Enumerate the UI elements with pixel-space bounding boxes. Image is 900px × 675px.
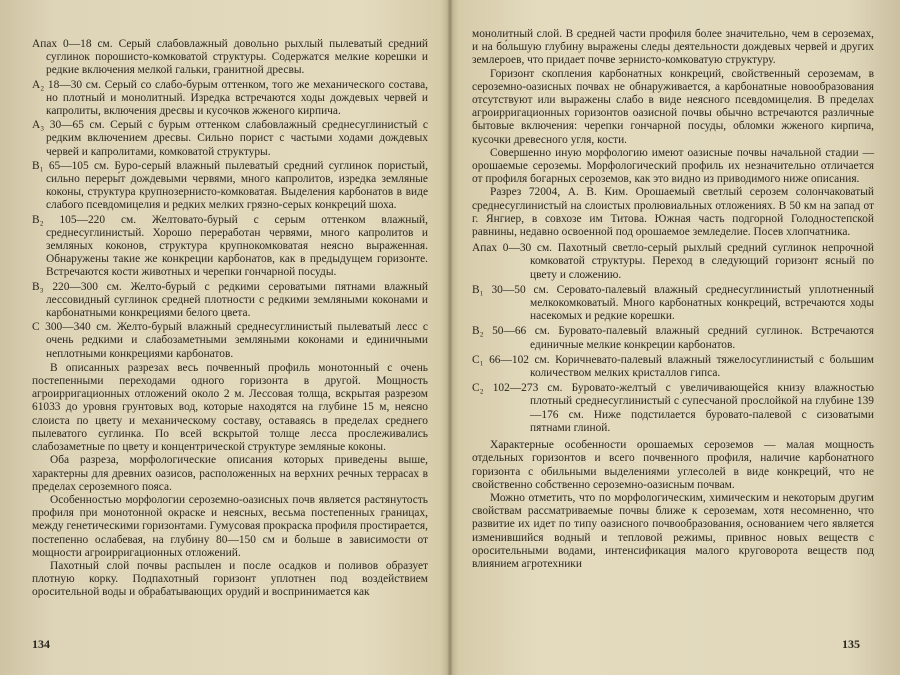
horizon-depth: 65—105 см. <box>48 159 110 172</box>
page-number-left: 134 <box>32 636 50 651</box>
horizon-text: Пахотный светло-серый рыхлый средний суглинок непрочной комковатой структуры. Переход в следующий горизонт ясный по цвету и сложению. <box>530 242 875 281</box>
horizon-text: Серый с бурым оттенком слабовлажный среднесуглинистый с редким включением дресвы. Сильно порист с частыми ходами дождевых червей и капролитами, комковатой структуры. <box>46 119 428 158</box>
horizon-depth: 18—30 см. <box>47 78 101 91</box>
horizon-code: B₁ <box>472 283 484 296</box>
body-paragraph: Горизонт скопления карбонатных конкреций, свойственный сероземам, в сероземно-оазисных почвах не обнаруживается, а карбонатные новообразования отсутствуют или выражены слабо в виде неясного псевдомицелия. В пределах агроирригационных горизонтов оазисной почвы обычно встречаются различные бытовые включения: черепки гончарной посуды, обломки жженого кирпича, кусочки древесного угля, кости. <box>472 67 874 146</box>
horizon-code: A₂ <box>32 78 45 91</box>
left-horizons <box>32 38 428 361</box>
horizon-entry <box>472 242 874 282</box>
horizon-text: Буровато-желтый с увеличивающейся книзу влажностью плотный среднесуглинистый с супесчаной прослойкой на глубине 139—176 см. Ниже подстилается буровато-палевой с сизоватыми пятнами глиной. <box>530 382 874 434</box>
horizon-depth: 0—18 см. <box>63 38 113 50</box>
horizon-depth: 66—102 см. <box>489 353 550 366</box>
horizon-code: Aпах <box>32 38 58 50</box>
body-paragraph: Характерные особенности орошаемых сероземов — малая мощность отдельных горизонтов и всего почвенного профиля, наличие карбонатного горизонта с обильными выделениями углесолей в виде конкреций, что не свойственно собственно сероземно-оазисным почвам. <box>472 439 874 491</box>
horizon-text: Серый со слабо-бурым оттенком, того же механического состава, но плотный и монолитный. Изредка встречаются ходы дождевых червей и капролиты, включения дресвы и кусочков жженого кирпича. <box>46 78 428 118</box>
horizon-entry <box>32 79 428 119</box>
body-paragraph: Можно отметить, что по морфологическим, химическим и некоторым другим свойствам рассматриваемые почвы ближе к сероземам, хотя несомненно, что развитие их идет по типу оазисного почвообразования, основанием чего является изменившийся водный и тепловой режимы, привнос новых веществ с оросительными водами, интенсификация малого круговорота веществ под влиянием агротехники <box>472 491 874 570</box>
body-paragraph: Особенностью морфологии сероземно-оазисных почв является растянутость профиля при монотонной окраске и неясных, весьма постепенных границах, между генетическими горизонтами. Гумусовая прокраска профиля простирается, постепенно ослабевая, на глубину 80—150 см и больше в зависимости от мощности агроирригационных отложений. <box>32 493 428 559</box>
horizon-code: B₂ <box>472 325 484 338</box>
horizon-entry <box>472 284 874 324</box>
body-paragraph: монолитный слой. В средней части профиля более значительно, чем в сероземах, и на бо́льшую глубину выражены следы деятельности дождевых червей и других землероев, что придает почве зернисто-комковатую структуру. <box>472 28 874 67</box>
horizon-depth: 220—300 см. <box>52 280 122 293</box>
horizon-text: Желто-бурый влажный среднесуглинистый пылеватый лесс с очень редкими и слабозаметными земляными коконами и единичными неплотными конкрециями карбонатов. <box>46 321 428 360</box>
right-horizons <box>472 242 874 435</box>
horizon-code: C₁ <box>472 353 484 366</box>
horizon-code: B₁ <box>32 159 44 172</box>
horizon-code: A₃ <box>32 119 45 132</box>
horizon-depth: 300—340 см. <box>45 321 112 334</box>
right-page <box>450 0 900 675</box>
page-number-right: 135 <box>842 636 860 651</box>
horizon-text: Серый слабовлажный довольно рыхлый пылеватый средний суглинок порошисто-комковатой структуры. Содержатся мелкие корешки и редкие включения мелкой гальки, гранитной дресвы. <box>46 38 429 77</box>
horizon-text: Буровато-палевый влажный средний суглинок. Встречаются единичные мелкие конкреции карбонатов. <box>530 325 874 351</box>
horizon-text: Коричневато-палевый влажный тяжелосуглинистый с большим количеством мелких кристаллов гипса. <box>530 353 874 380</box>
horizon-depth: 102—273 см. <box>492 382 563 395</box>
horizon-entry <box>32 214 428 280</box>
horizon-text: Желто-бурый с редкими сероватыми пятнами влажный лессовидный суглинок средней плотности с редкими земляными коконами и карбонатными конкрециями белого цвета. <box>46 280 428 320</box>
horizon-entry <box>472 382 874 435</box>
horizon-depth: 105—220 см. <box>59 213 137 226</box>
horizon-entry <box>472 325 874 351</box>
horizon-code: B₃ <box>32 280 44 293</box>
horizon-entry <box>32 281 428 321</box>
horizon-code: Aпах <box>472 242 498 255</box>
body-paragraph: Пахотный слой почвы распылен и после осадков и поливов образует плотную корку. Подпахотный горизонт уплотнен под воздействием оросительной воды и обрабатывающих орудий и воспринимается как <box>32 559 428 599</box>
horizon-depth: 30—50 см. <box>491 283 549 296</box>
horizon-code: C₂ <box>472 382 484 395</box>
horizon-entry <box>32 119 428 159</box>
horizon-text: Серовато-палевый влажный среднесуглинистый уплотненный мелкокомковатый. Много карбонатных конкреций, встречаются ходы насекомых и редкие корешки. <box>530 283 874 323</box>
horizon-entry <box>32 321 428 361</box>
horizon-text: Буро-серый влажный пылеватый средний суглинок пористый, сильно переры́т дождевыми червями, много капролитов, изредка земляные коконы, структура крупнозернисто-комковатая. Выделения карбонатов в виде слабого псевдомицелия и редких мелких грязно-серых конкреций шоха. <box>46 159 428 212</box>
horizon-code: B₂ <box>32 213 44 226</box>
horizon-depth: 0—30 см. <box>502 242 553 255</box>
body-paragraph: Совершенно иную морфологию имеют оазисные почвы начальной стадии — орошаемые сероземы. Морфологический профиль их незначительно отличается от профиля богарных сероземов, как это видно из приводимого ниже описания. <box>472 146 874 186</box>
horizon-entry <box>472 354 874 380</box>
profile-description: Разрез 72004, А. В. Ким. Орошаемый светлый серозем солончаковатый среднесуглинистый на слоистых пролювиальных отложениях. В 50 км на запад от г. Янгиер, в совхозе им Титова. Южная часть подгорной Голодностепской равнины, недавно освоенной под орошаемое земледелие. Посев хлопчатника. <box>472 186 874 239</box>
body-paragraph: В описанных разрезах весь почвенный профиль монотонный с очень постепенными переходами одного горизонта в другой. Мощность агроирригационных отложений около 2 м. Лессовая толща, вскрытая разрезом 61033 до уровня грунтовых вод, которые находятся на глубине 15 м, неясно слоиста по цвету и механическому составу, оставаясь в пределах среднего пылеватого суглинка. По всей вскрытой толще лесса прослеживались слабозаметные по цвету и концентрической структуре земляные коконы. <box>32 361 428 454</box>
horizon-code: C <box>32 321 40 334</box>
horizon-entry <box>32 38 428 78</box>
horizon-text: Желтовато-бурый с серым оттенком влажный, среднесуглинистый. Хорошо переработан червями, много капролитов и земляных коконов, структура крупнокомковатая неясно выраженная. Обнаружены такие же конкреции карбонатов, как в предыдущем горизонте. Встречаются кости животных и черепки гончарной посуды. <box>46 213 428 279</box>
body-paragraph: Оба разреза, морфологические описания которых приведены выше, характерны для древних оазисов, расположенных на верхних речных террасах в пределах сероземного пояса. <box>32 454 428 493</box>
horizon-entry <box>32 160 428 213</box>
horizon-depth: 50—66 см. <box>492 325 550 338</box>
horizon-depth: 30—65 см. <box>49 119 105 132</box>
